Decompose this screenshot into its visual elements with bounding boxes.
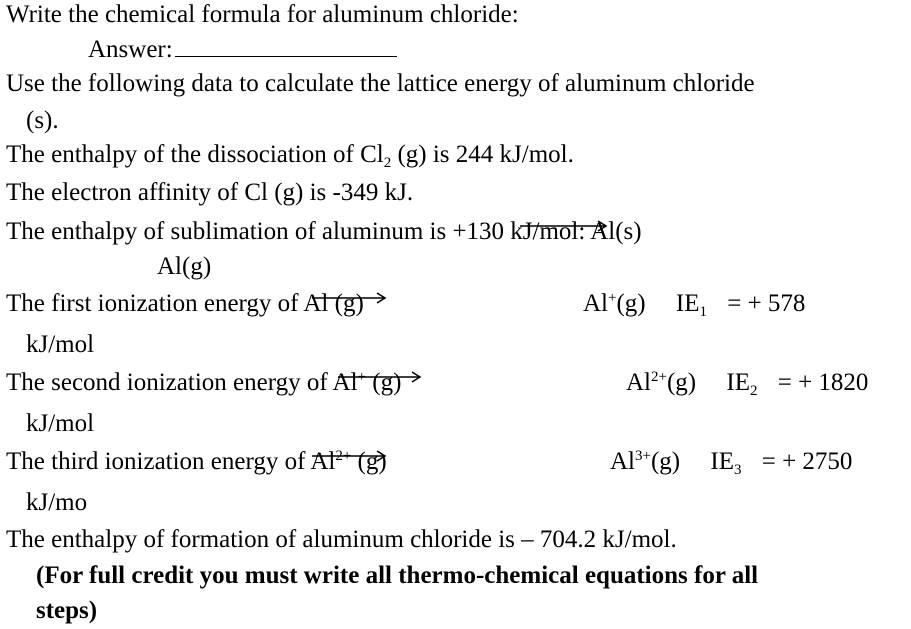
ie2-state: (g) (666, 369, 697, 396)
ie3-label: IE (710, 448, 734, 475)
cl2-text: The enthalpy of the dissociation of Cl (6, 141, 384, 168)
ie1-subscript: 1 (699, 304, 707, 320)
ie2-charge: 2+ (651, 369, 667, 385)
ie2-equation (626, 368, 868, 398)
ie1-label: IE (675, 290, 700, 317)
ie3-subscript: 3 (733, 462, 742, 478)
ie3-text-charge: 2+ (335, 448, 352, 464)
ie2-unit: kJ/mol (26, 410, 95, 437)
ie3-text-main: The third ionization energy of Al (6, 448, 336, 475)
ie1-text: The first ionization energy of Al (g) (6, 290, 364, 317)
sublimation-product: Al(g) (157, 253, 212, 280)
ie1-unit: kJ/mol (26, 331, 95, 358)
ie3-charge: 3+ (635, 448, 651, 464)
ie3-unit: kJ/mo (26, 489, 88, 516)
q2-intro: Use the following data to calculate the lattice energy of aluminum chloride (6, 70, 755, 97)
ie3-equation (610, 447, 852, 477)
ie1-charge: + (608, 290, 617, 306)
ie3-value: = + 2750 (761, 448, 853, 475)
answer-blank (175, 34, 397, 57)
cl2-dissociation (6, 140, 574, 170)
cl2-text-end: (g) is 244 kJ/mol. (391, 141, 574, 168)
ie2-text-charge: + (357, 369, 366, 385)
ie2-text-state: (g) (366, 369, 402, 396)
answer-line (88, 34, 397, 65)
ie1-al: Al (583, 290, 608, 317)
cl2-subscript: 2 (383, 155, 392, 171)
ie1-equation (583, 289, 805, 319)
electron-affinity: The electron affinity of Cl (g) is -349 kJ. (6, 179, 414, 206)
q1-prompt: Write the chemical formula for aluminum chloride: (6, 1, 519, 28)
answer-label: Answer: (88, 36, 173, 63)
sublimation: The enthalpy of sublimation of aluminum is +130 kJ/mol: Al(s) (6, 218, 642, 245)
ie1-value: = + 578 (727, 290, 806, 317)
ie2-al: Al (626, 369, 651, 396)
formation-enthalpy: The enthalpy of formation of aluminum chloride is – 704.2 kJ/mol. (6, 526, 677, 553)
ie2-text (6, 368, 401, 398)
full-credit-note-cont: steps) (36, 597, 98, 624)
ie3-text-state: (g) (351, 448, 387, 475)
ie2-text-main: The second ionization energy of Al (6, 369, 358, 396)
q2-intro-cont: (s). (26, 107, 59, 134)
ie3-al: Al (610, 448, 635, 475)
ie2-label: IE (726, 369, 750, 396)
ie3-text (6, 447, 387, 477)
full-credit-note: (For full credit you must write all thermo-chemical equations for all (36, 562, 759, 589)
ie2-value: = + 1820 (777, 369, 869, 396)
ie1-state: (g) (616, 290, 646, 317)
ie3-state: (g) (650, 448, 681, 475)
ie2-subscript: 2 (749, 383, 758, 399)
